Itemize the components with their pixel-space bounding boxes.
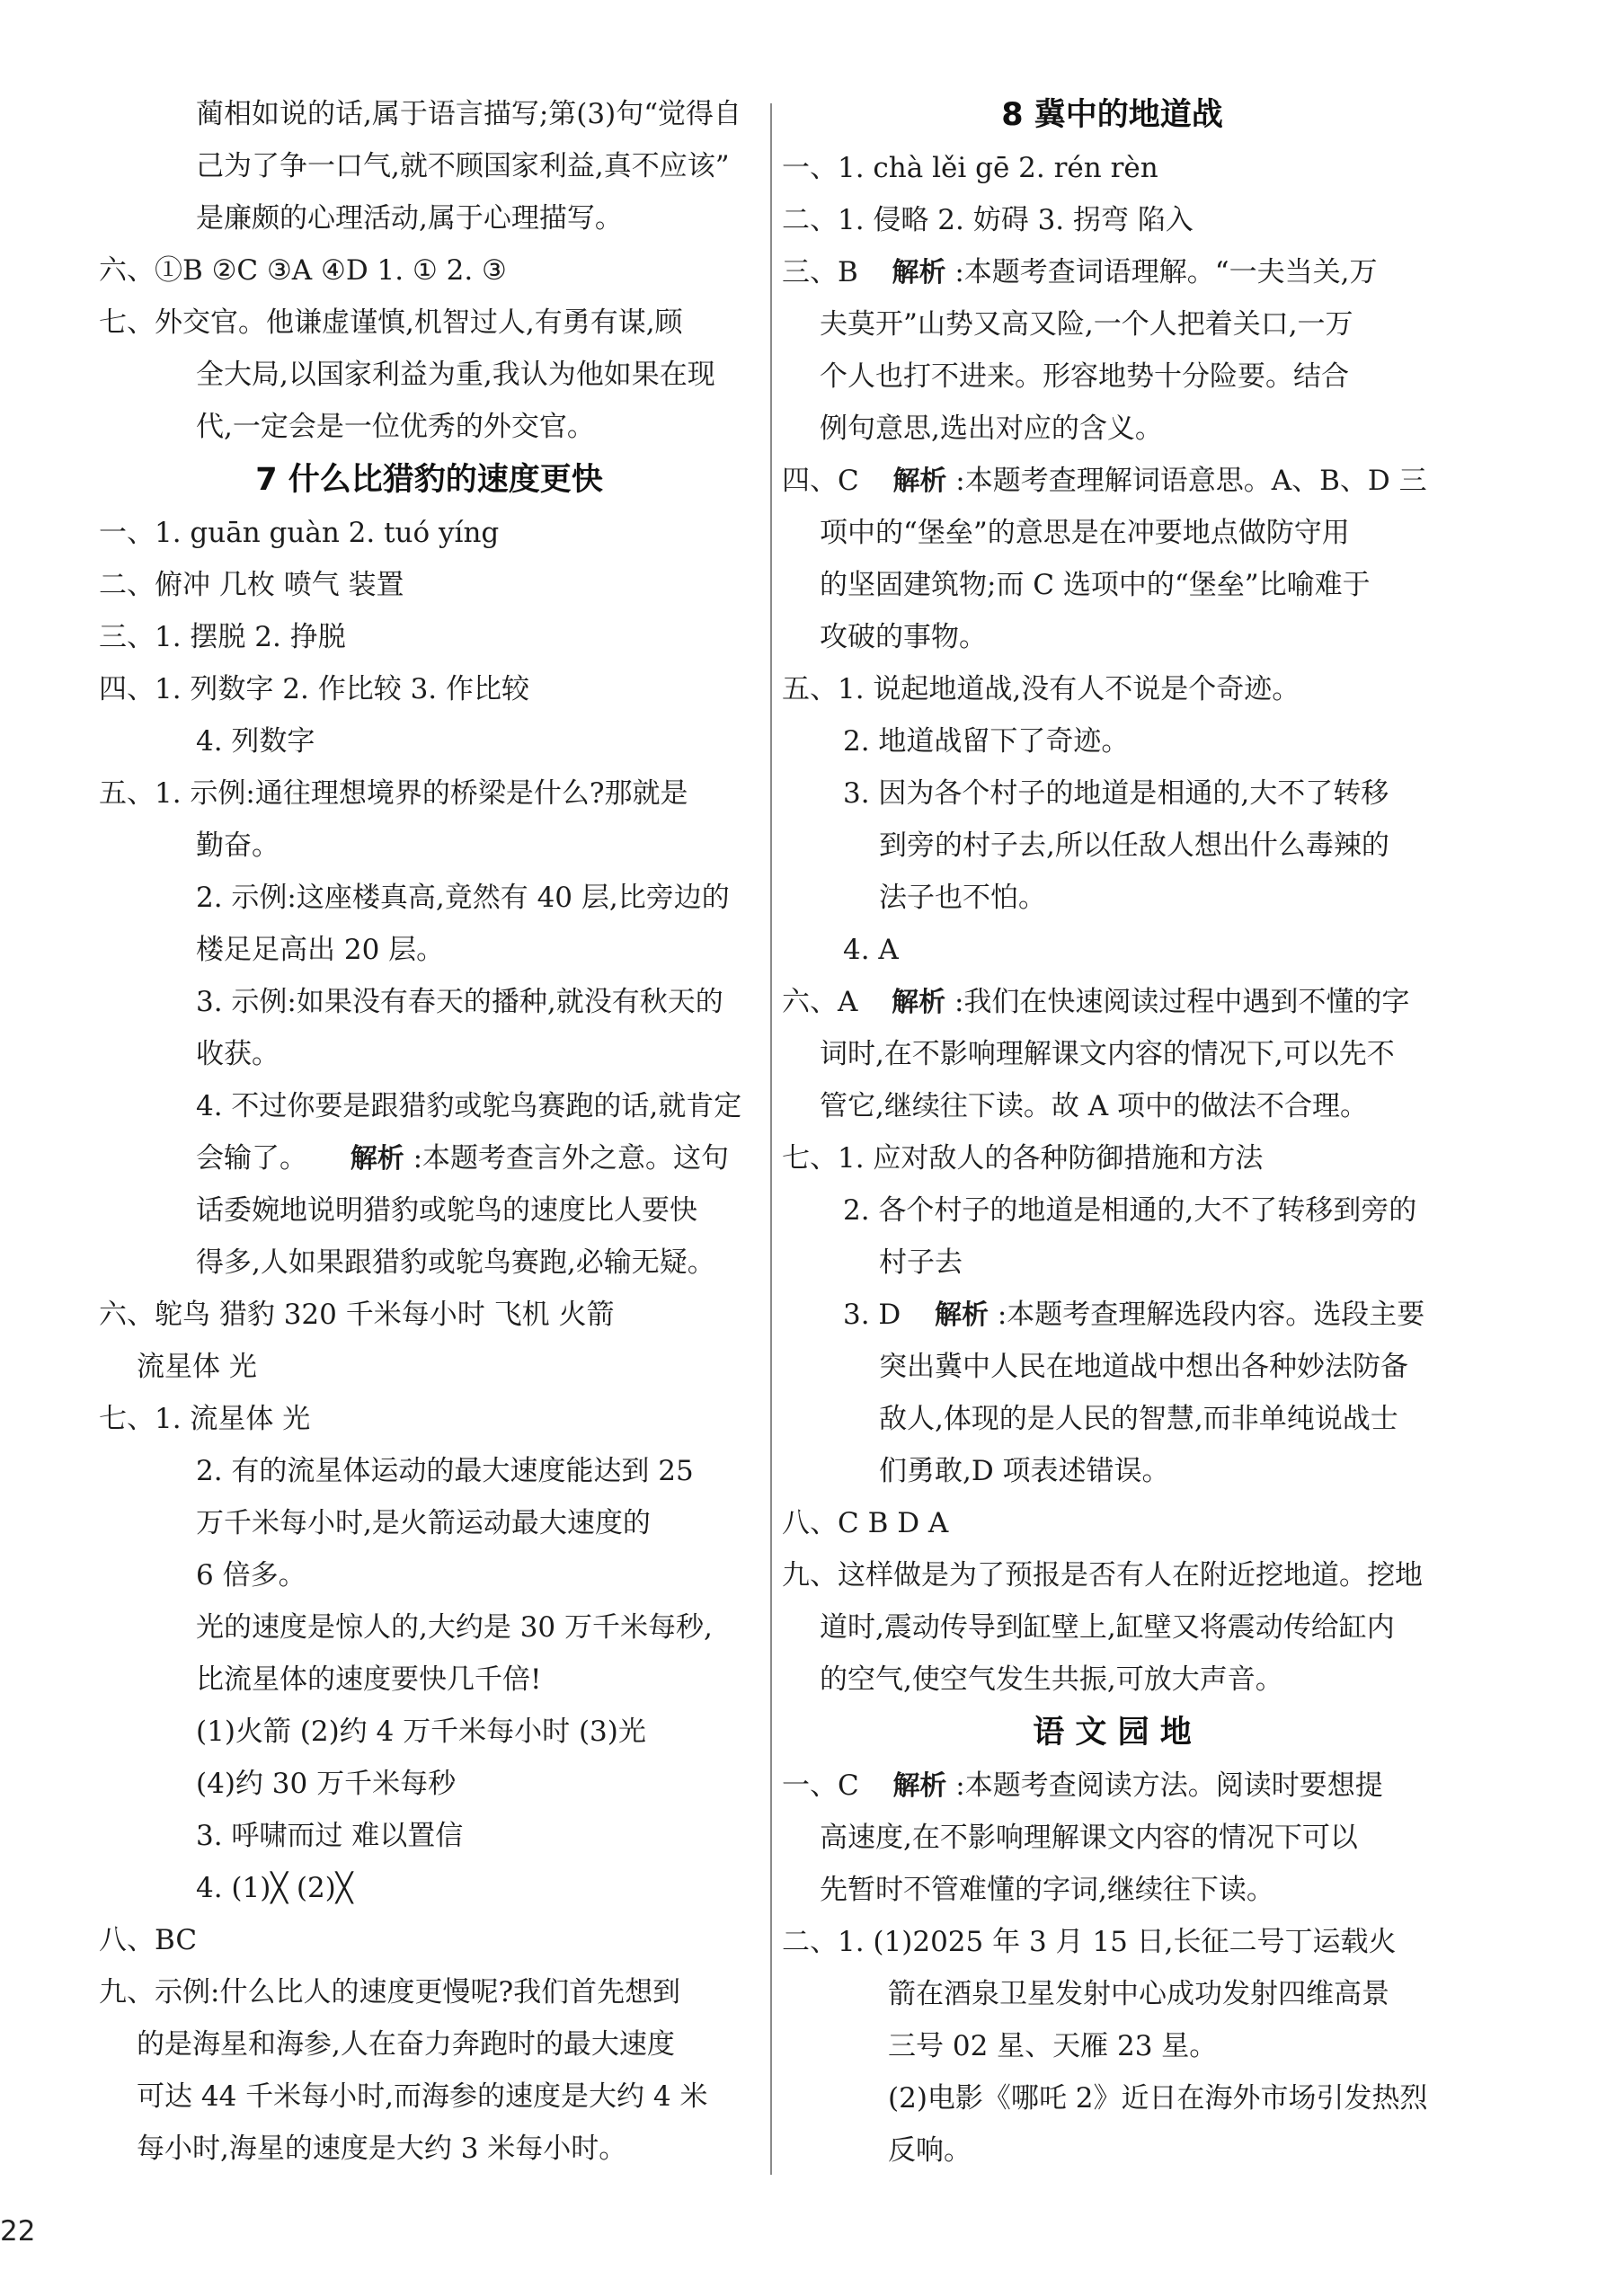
text-line: 例句意思,选出对应的含义。 xyxy=(820,412,1163,445)
text-line: (4)约 30 万千米每秒 xyxy=(196,1768,457,1800)
text-line xyxy=(782,976,1442,1028)
text-line: 七、1. 应对敌人的各种防御措施和方法 xyxy=(782,1142,1264,1175)
text-line xyxy=(782,1760,1442,1812)
text-line: 四、1. 列数字 2. 作比较 3. 作比较 xyxy=(99,673,530,705)
text-line: 法子也不怕。 xyxy=(879,882,1046,914)
text-line: (2)电影《哪吒 2》近日在海外市场引发热烈 xyxy=(888,2082,1428,2115)
analysis-label: 解析 xyxy=(892,1770,947,1802)
text-line: 突出冀中人民在地道战中想出各种妙法防备 xyxy=(879,1351,1408,1383)
text-segment: 会输了。 xyxy=(196,1142,307,1175)
text-line: 3. 因为各个村子的地道是相通的,大不了转移 xyxy=(843,777,1389,810)
text-line: 的坚固建筑物;而 C 选项中的“堡垒”比喻难于 xyxy=(820,569,1371,601)
text-line xyxy=(99,1132,759,1184)
analysis-label: 解析 xyxy=(350,1143,404,1175)
text-line: 夫莫开”山势又高又险,一个人把着关口,一万 xyxy=(820,308,1353,341)
text-line xyxy=(782,1289,1442,1341)
text-line: 管它,继续往下读。故 A 项中的做法不合理。 xyxy=(820,1090,1368,1122)
text-line: 4. (1)╳ (2)╳ xyxy=(196,1872,353,1904)
text-segment: :本题考查理解词语意思。A、B、D 三 xyxy=(955,465,1427,497)
page-number: 22 xyxy=(0,2215,36,2248)
analysis-label: 解析 xyxy=(935,1299,989,1331)
text-line: 七、外交官。他谦虚谨慎,机智过人,有勇有谋,顾 xyxy=(99,306,683,339)
text-segment: :本题考查理解选段内容。选段主要 xyxy=(997,1299,1425,1331)
text-line: 代,一定会是一位优秀的外交官。 xyxy=(196,411,595,443)
analysis-label: 解析 xyxy=(892,987,946,1018)
analysis-label: 解析 xyxy=(892,466,947,497)
text-segment: :本题考查词语理解。“一夫当关,万 xyxy=(954,256,1378,288)
text-line: 流星体 光 xyxy=(137,1351,257,1383)
section-title-yuwen-yuandi: 语 文 园 地 xyxy=(1033,1715,1192,1751)
text-segment: 六、A xyxy=(782,986,867,1018)
text-line: 箭在酒泉卫星发射中心成功发射四维高景 xyxy=(888,1978,1389,2010)
text-line: 二、1. (1)2025 年 3 月 15 日,长征二号丁运载火 xyxy=(782,1926,1397,1958)
text-segment: 一、C xyxy=(782,1769,868,1802)
text-segment: 3. D xyxy=(843,1299,910,1331)
text-line: 六、鸵鸟 猎豹 320 千米每小时 飞机 火箭 xyxy=(99,1299,615,1331)
text-line: (1)火箭 (2)约 4 万千米每小时 (3)光 xyxy=(196,1716,646,1748)
text-line: 村子去 xyxy=(879,1246,963,1279)
text-line: 三、1. 摆脱 2. 挣脱 xyxy=(99,621,346,653)
text-line: 五、1. 示例:通往理想境界的桥梁是什么?那就是 xyxy=(99,777,688,810)
text-line: 全大局,以国家利益为重,我认为他如果在现 xyxy=(196,359,715,391)
text-line xyxy=(782,246,1442,298)
text-line: 道时,震动传导到缸壁上,缸壁又将震动传给缸内 xyxy=(820,1611,1395,1644)
text-line: 项中的“堡垒”的意思是在冲要地点做防守用 xyxy=(820,517,1350,549)
text-line: 可达 44 千米每小时,而海参的速度是大约 4 米 xyxy=(137,2080,708,2113)
text-line: 词时,在不影响理解课文内容的情况下,可以先不 xyxy=(820,1038,1395,1070)
text-line: 个人也打不进来。形容地势十分险要。结合 xyxy=(820,360,1349,393)
text-line: 勤奋。 xyxy=(196,829,280,862)
text-line: 2. 地道战留下了奇迹。 xyxy=(843,725,1130,758)
text-segment: :本题考查阅读方法。阅读时要想提 xyxy=(955,1769,1383,1802)
text-line: 八、C B D A xyxy=(782,1507,949,1539)
text-line: 3. 呼啸而过 难以置信 xyxy=(196,1820,464,1852)
text-line: 3. 示例:如果没有春天的播种,就没有秋天的 xyxy=(196,986,723,1018)
text-line: 九、这样做是为了预报是否有人在附近挖地道。挖地 xyxy=(782,1559,1423,1592)
text-line: 一、1. chà lěi gē 2. rén rèn xyxy=(782,152,1158,184)
column-divider xyxy=(770,103,772,2175)
text-line: 己为了争一口气,就不顾国家利益,真不应该” xyxy=(196,150,730,182)
text-line xyxy=(782,455,1442,507)
text-line: 先暂时不管难懂的字词,继续往下读。 xyxy=(820,1874,1274,1906)
text-line: 4. 不过你要是跟猎豹或鸵鸟赛跑的话,就肯定 xyxy=(196,1090,742,1122)
text-segment: :本题考查言外之意。这句 xyxy=(413,1142,730,1175)
analysis-label: 解析 xyxy=(892,257,946,288)
text-line: 敌人,体现的是人民的智慧,而非单纯说战士 xyxy=(879,1403,1398,1435)
text-line: 高速度,在不影响理解课文内容的情况下可以 xyxy=(820,1822,1358,1854)
text-line: 光的速度是惊人的,大约是 30 万千米每秒, xyxy=(196,1611,713,1644)
text-line: 比流星体的速度要快几千倍! xyxy=(196,1663,542,1696)
text-line: 九、示例:什么比人的速度更慢呢?我们首先想到 xyxy=(99,1976,681,2008)
text-line: 2. 各个村子的地道是相通的,大不了转移到旁的 xyxy=(843,1194,1417,1227)
text-line: 收获。 xyxy=(196,1038,280,1070)
text-line: 万千米每小时,是火箭运动最大速度的 xyxy=(196,1507,651,1539)
text-line: 每小时,海星的速度是大约 3 米每小时。 xyxy=(137,2133,627,2165)
text-line: 五、1. 说起地道战,没有人不说是个奇迹。 xyxy=(782,673,1300,705)
text-line: 到旁的村子去,所以任敌人想出什么毒辣的 xyxy=(879,829,1389,862)
text-line: 的空气,使空气发生共振,可放大声音。 xyxy=(820,1663,1283,1696)
text-line: 反响。 xyxy=(888,2134,972,2167)
text-line: 攻破的事物。 xyxy=(820,621,987,653)
text-line: 蔺相如说的话,属于语言描写;第(3)句“觉得自 xyxy=(196,98,742,130)
text-segment: 三、B xyxy=(782,256,867,288)
text-line: 三号 02 星、天雁 23 星。 xyxy=(888,2030,1218,2062)
text-line: 话委婉地说明猎豹或鸵鸟的速度比人要快 xyxy=(196,1194,697,1227)
left-column xyxy=(99,88,759,2175)
section-title-8: 8 冀中的地道战 xyxy=(1001,97,1223,133)
text-line: 一、1. guān guàn 2. tuó yíng xyxy=(99,517,500,549)
text-segment: :我们在快速阅读过程中遇到不懂的字 xyxy=(954,986,1410,1018)
right-column xyxy=(782,88,1442,2177)
text-line: 6 倍多。 xyxy=(196,1559,306,1592)
section-title-7: 7 什么比猎豹的速度更快 xyxy=(255,462,603,498)
text-line: 2. 示例:这座楼真高,竟然有 40 层,比旁边的 xyxy=(196,882,730,914)
text-line: 4. 列数字 xyxy=(196,725,315,758)
text-line: 六、①B ②C ③A ④D 1. ① 2. ③ xyxy=(99,254,507,287)
text-line: 们勇敢,D 项表述错误。 xyxy=(879,1455,1170,1487)
text-segment: 四、C xyxy=(782,465,868,497)
text-line: 楼足足高出 20 层。 xyxy=(196,934,445,966)
text-line: 八、BC xyxy=(99,1924,198,1956)
text-line: 2. 有的流星体运动的最大速度能达到 25 xyxy=(196,1455,694,1487)
text-line: 4. A xyxy=(843,934,899,966)
text-line: 是廉颇的心理活动,属于心理描写。 xyxy=(196,202,623,235)
text-line: 二、1. 侵略 2. 妨碍 3. 拐弯 陷入 xyxy=(782,204,1194,236)
text-line: 二、俯冲 几枚 喷气 装置 xyxy=(99,569,404,601)
text-line: 得多,人如果跟猎豹或鸵鸟赛跑,必输无疑。 xyxy=(196,1246,715,1279)
text-line: 的是海星和海参,人在奋力奔跑时的最大速度 xyxy=(137,2028,675,2061)
text-line: 七、1. 流星体 光 xyxy=(99,1403,311,1435)
